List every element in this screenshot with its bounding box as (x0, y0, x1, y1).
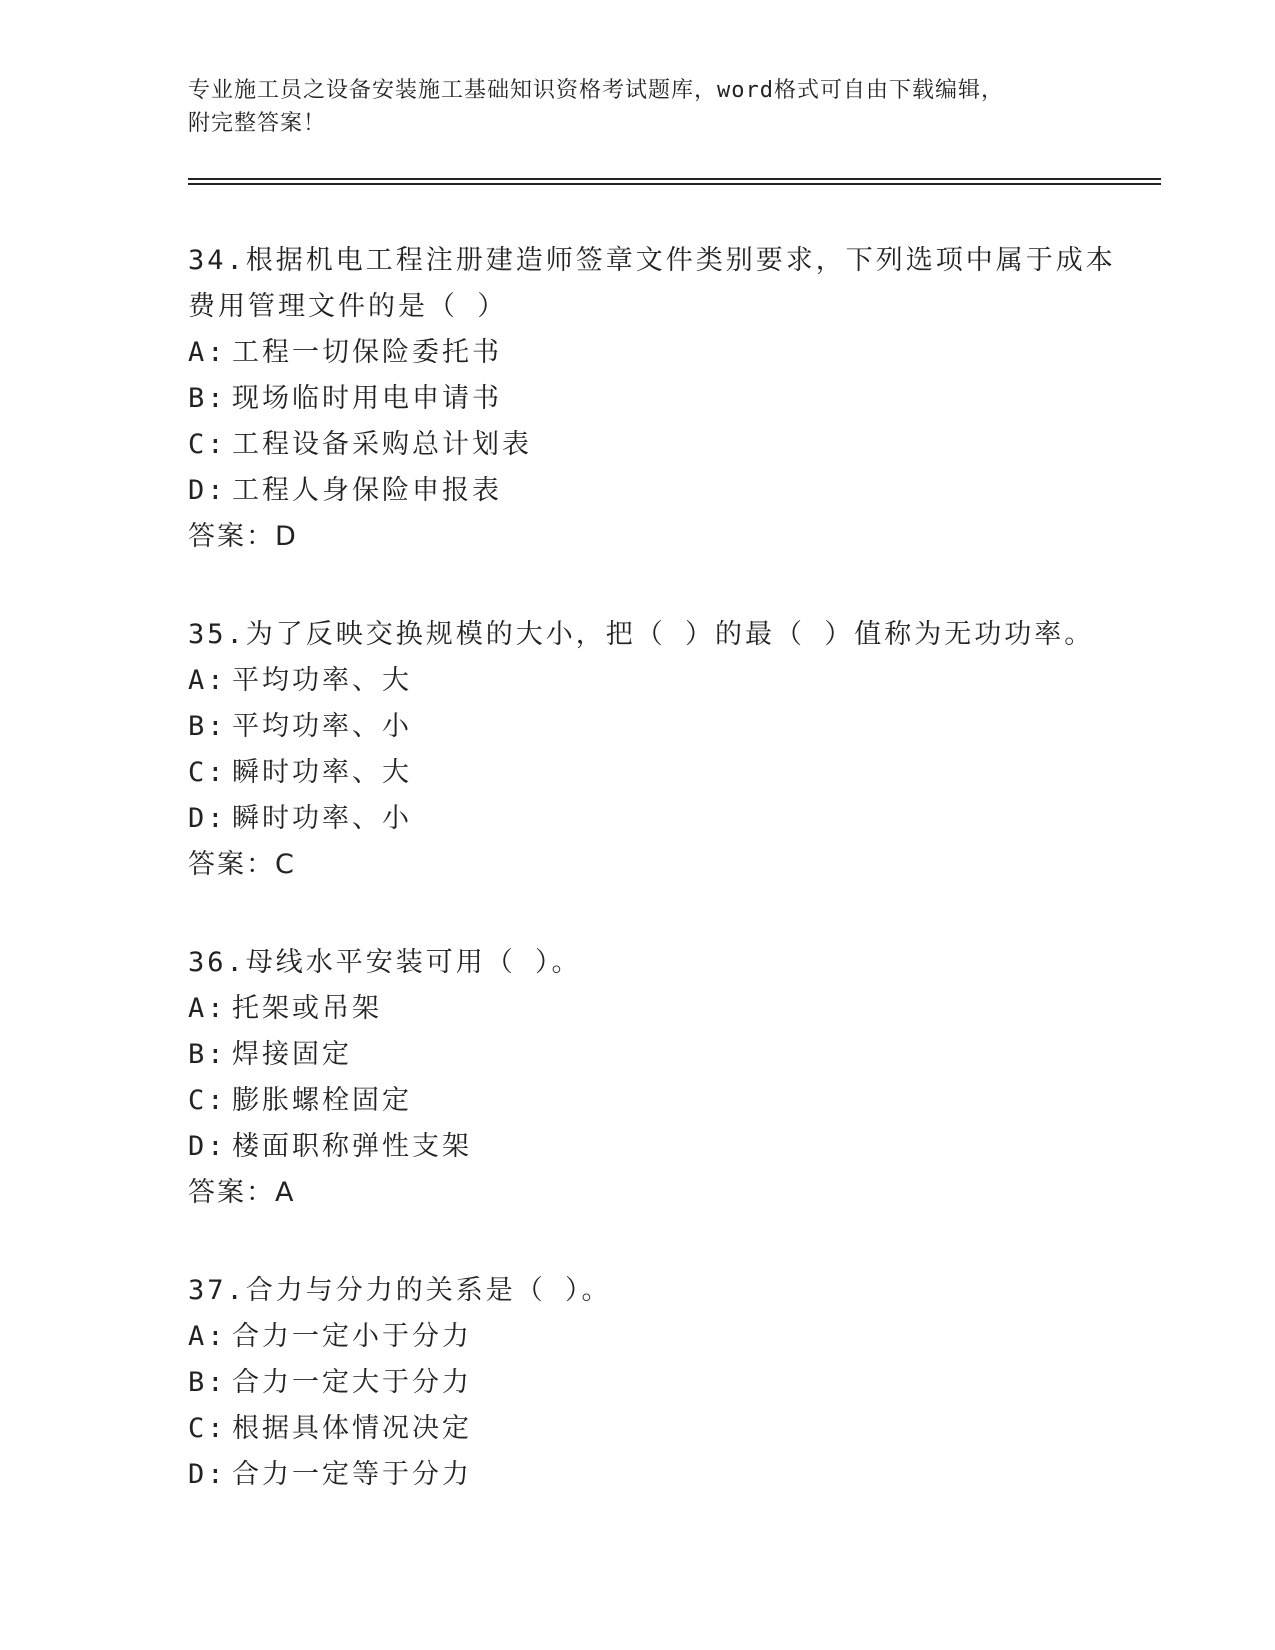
option-c (188, 422, 1088, 468)
option-c (188, 1078, 1088, 1124)
option-letter: D: (188, 1131, 227, 1162)
header-divider-top (188, 178, 1161, 180)
option-text: 焊接固定 (232, 1039, 352, 1070)
option-b (188, 376, 1088, 422)
option-text: 托架或吊架 (232, 993, 382, 1024)
option-letter: A: (188, 1321, 227, 1352)
option-text: 合力一定小于分力 (232, 1321, 472, 1352)
answer-line: 答案：D (188, 521, 298, 552)
option-letter: A: (188, 665, 227, 696)
answer-line: 答案：A (188, 1177, 296, 1208)
option-a (188, 1314, 1088, 1360)
option-letter: B: (188, 383, 227, 414)
option-text: 工程一切保险委托书 (232, 337, 502, 368)
header-divider-bottom (188, 183, 1161, 185)
option-text: 楼面职称弹性支架 (232, 1131, 472, 1162)
question-stem: 37.合力与分力的关系是（ ）。 (188, 1275, 612, 1306)
option-b (188, 704, 1088, 750)
option-letter: C: (188, 429, 227, 460)
option-c (188, 1406, 1088, 1452)
option-d (188, 796, 1088, 842)
question-35 (188, 612, 1095, 888)
option-text: 瞬时功率、大 (232, 757, 412, 788)
document-header (188, 74, 1088, 140)
question-36 (188, 940, 1088, 1216)
question-stem: 35.为了反映交换规模的大小，把（ ）的最（ ）值称为无功功率。 (188, 619, 1095, 650)
question-37 (188, 1268, 1088, 1498)
header-line-2: 附完整答案！ (188, 111, 327, 136)
option-a (188, 330, 1088, 376)
option-letter: C: (188, 1413, 227, 1444)
option-letter: D: (188, 475, 227, 506)
option-text: 合力一定大于分力 (232, 1367, 472, 1398)
option-text: 平均功率、大 (232, 665, 412, 696)
option-text: 合力一定等于分力 (232, 1459, 472, 1490)
option-d (188, 1452, 1088, 1498)
option-text: 工程设备采购总计划表 (232, 429, 532, 460)
option-d (188, 468, 1088, 514)
option-letter: B: (188, 1367, 227, 1398)
option-a (188, 986, 1088, 1032)
option-letter: A: (188, 337, 227, 368)
header-line-1: 专业施工员之设备安装施工基础知识资格考试题库，word格式可自由下载编辑， (188, 78, 1004, 103)
question-34 (188, 238, 1116, 560)
question-list (188, 238, 1116, 1550)
option-text: 平均功率、小 (232, 711, 412, 742)
option-text: 瞬时功率、小 (232, 803, 412, 834)
option-text: 根据具体情况决定 (232, 1413, 472, 1444)
option-b (188, 1032, 1088, 1078)
option-letter: C: (188, 757, 227, 788)
option-text: 膨胀螺栓固定 (232, 1085, 412, 1116)
option-c (188, 750, 1088, 796)
option-letter: D: (188, 1459, 227, 1490)
option-d (188, 1124, 1088, 1170)
question-stem-continued: 费用管理文件的是（ ） (188, 291, 508, 322)
option-letter: C: (188, 1085, 227, 1116)
option-a (188, 658, 1088, 704)
option-text: 现场临时用电申请书 (232, 383, 502, 414)
option-letter: B: (188, 711, 227, 742)
option-letter: B: (188, 1039, 227, 1070)
option-text: 工程人身保险申报表 (232, 475, 502, 506)
answer-line: 答案：C (188, 849, 296, 880)
option-b (188, 1360, 1088, 1406)
question-stem: 36.母线水平安装可用（ ）。 (188, 947, 582, 978)
option-letter: A: (188, 993, 227, 1024)
option-letter: D: (188, 803, 227, 834)
question-stem: 34.根据机电工程注册建造师签章文件类别要求，下列选项中属于成本 (188, 245, 1116, 276)
